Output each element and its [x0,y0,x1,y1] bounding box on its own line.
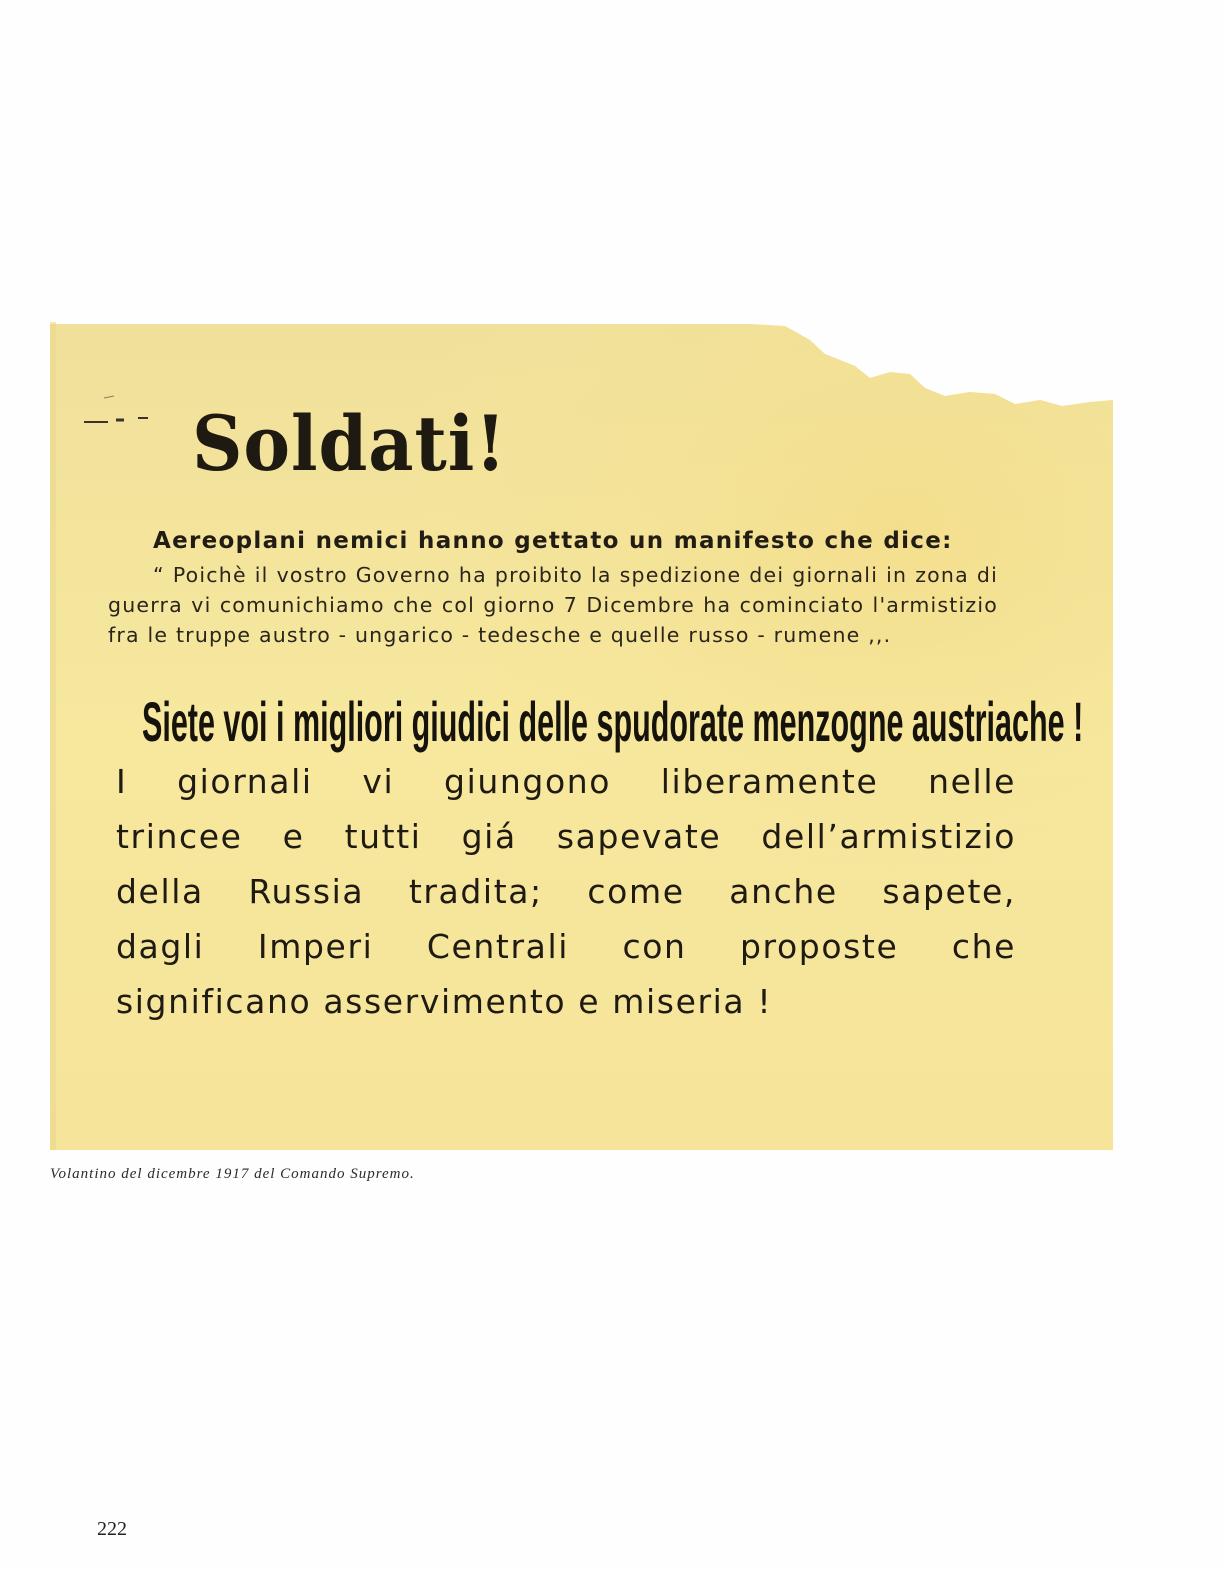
slogan-line: Siete voi i migliori giudici delle spudorate menzogne austriache ! [142,690,1084,753]
figure-caption: Volantino del dicembre 1917 del Comando Supremo. [50,1166,415,1182]
leaflet-photo [50,322,1113,1150]
body-line: trincee e tutti giá sapevate dell’armistizio [116,817,1016,856]
body-paragraph [116,754,1016,1029]
body-line: I giornali vi giungono liberamente nelle [116,762,1016,801]
body-line: dagli Imperi Centrali con proposte che [116,927,1016,966]
body-line: della Russia tradita; come anche sapete, [116,872,1016,911]
body-line: significano asservimento e miseria ! [116,982,773,1021]
page-number: 222 [97,1518,127,1540]
quoted-manifesto: “ Poichè il vostro Governo ha proibito la spedizione dei giornali in zona di guerra vi comunichiamo che col giorno 7 Dicembre ha cominciato l'armistizio fra le truppe austro - ungarico - tedesche e quelle russo - rumene ,,. [108,563,998,647]
intro-line: Aereoplani nemici hanno gettato un manifesto che dice: [153,528,953,554]
ink-smudge [74,382,194,432]
leaflet-heading: Soldati! [192,399,507,488]
